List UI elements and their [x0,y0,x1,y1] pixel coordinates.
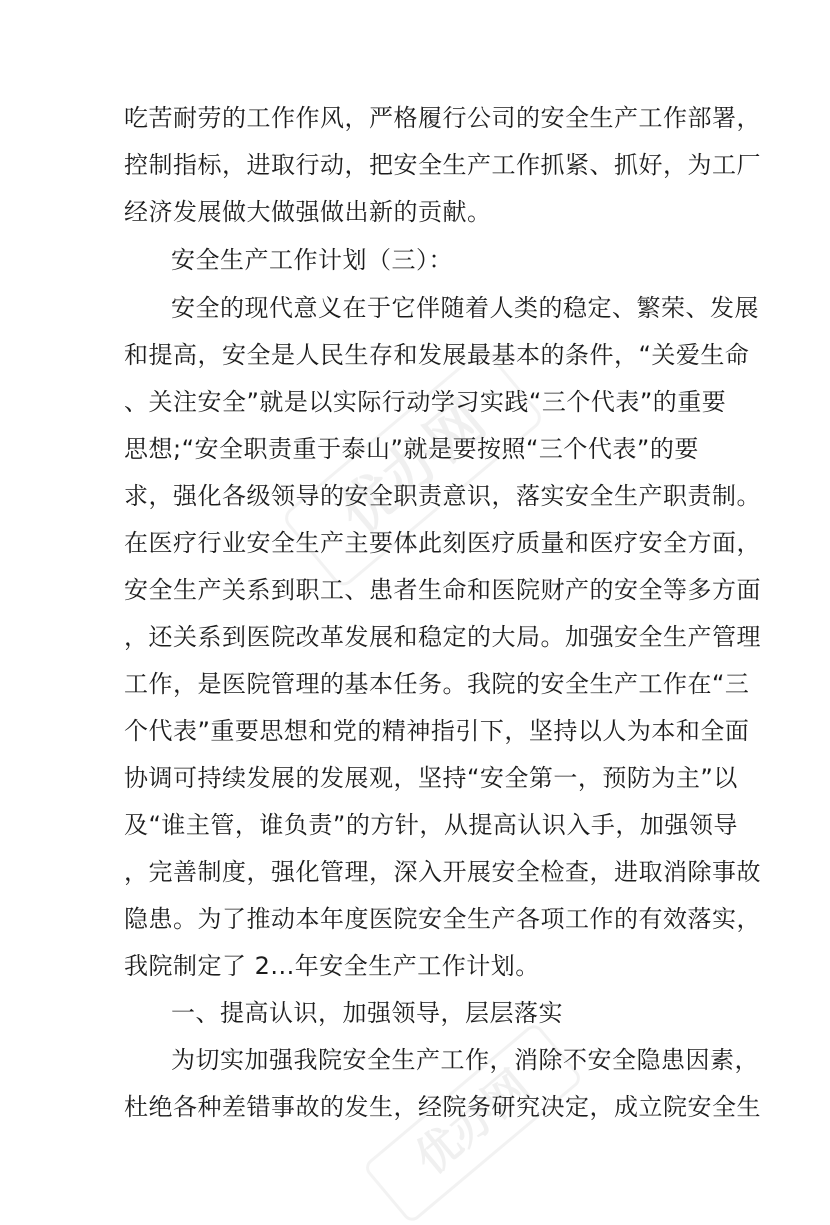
section-heading: 安全生产工作计划（三）： [171,246,453,274]
section-heading: 一、提高认识，加强领导，层层落实 [171,999,563,1027]
text-line: 思想;“安全职责重于泰山”就是要按照“三个代表”的要 [124,435,699,463]
text-line: 安全的现代意义在于它伴随着人类的稳定、繁荣、发展 [171,294,759,322]
text-line: 杜绝各种差错事故的发生，经院务研究决定，成立院安全生 [124,1093,761,1121]
text-line: 、关注安全”就是以实际行动学习实践“三个代表”的重要 [124,388,727,416]
text-line: 协调可持续发展的发展观，坚持“安全第一，预防为主”以 [124,764,738,792]
text-line: 求，强化各级领导的安全职责意识，落实安全生产职责制。 [124,482,761,510]
text-line: 工作，是医院管理的基本任务。我院的安全生产工作在“三 [124,670,750,698]
text-line: 为切实加强我院安全生产工作，消除不安全隐患因素， [171,1046,759,1074]
text-line: 隐患。为了推动本年度医院安全生产各项工作的有效落实， [124,905,761,933]
text-line: 及“谁主管，谁负责”的方针，从提高认识入手，加强领导 [124,811,738,839]
text-line: 安全生产关系到职工、患者生命和医院财产的安全等多方面 [124,576,761,604]
text-line: ，还关系到医院改革发展和稳定的大局。加强安全生产管理 [124,623,761,651]
watermark-stamp-bottom: 优办网 [362,1021,584,1224]
text-line: 控制指标，进取行动，把安全生产工作抓紧、抓好，为工厂 [124,151,761,179]
text-line: ，完善制度，强化管理，深入开展安全检查，进取消除事故 [124,858,761,886]
text-line: 吃苦耐劳的工作作风，严格履行公司的安全生产工作部署， [124,104,761,132]
text-line: 个代表”重要思想和党的精神指引下，坚持以人为本和全面 [124,717,750,745]
text-line: 经济发展做大做强做出新的贡献。 [124,198,492,226]
watermark-stamp: 优办网 [280,346,545,591]
text-line: 在医疗行业安全生产主要体此刻医疗质量和医疗安全方面， [124,529,761,557]
text-line: 和提高，安全是人民生存和发展最基本的条件，“关爱生命 [124,341,750,369]
text-line: 我院制定了 2...年安全生产工作计划。 [124,952,540,980]
